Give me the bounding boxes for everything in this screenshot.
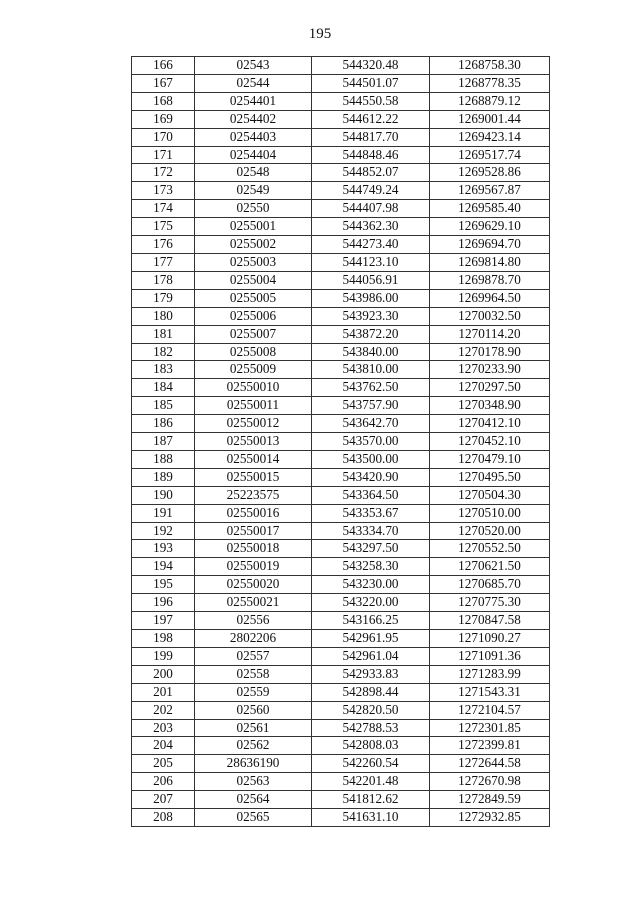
x-coordinate-cell: 544749.24: [312, 182, 430, 200]
y-coordinate-cell: 1270297.50: [430, 379, 550, 397]
y-coordinate-cell: 1270552.50: [430, 540, 550, 558]
table-row: [132, 57, 550, 75]
x-coordinate-cell: 541812.62: [312, 791, 430, 809]
table-row: [132, 522, 550, 540]
point-id-cell: 0255009: [195, 361, 312, 379]
table-row: [132, 647, 550, 665]
y-coordinate-cell: 1269528.86: [430, 164, 550, 182]
row-index-cell: 202: [132, 701, 195, 719]
point-id-cell: 02561: [195, 719, 312, 737]
x-coordinate-cell: 543923.30: [312, 307, 430, 325]
y-coordinate-cell: 1268758.30: [430, 57, 550, 75]
table-row: [132, 343, 550, 361]
point-id-cell: 0255002: [195, 236, 312, 254]
table-row: [132, 74, 550, 92]
row-index-cell: 181: [132, 325, 195, 343]
row-index-cell: 175: [132, 218, 195, 236]
x-coordinate-cell: 543500.00: [312, 450, 430, 468]
point-id-cell: 02550011: [195, 397, 312, 415]
row-index-cell: 182: [132, 343, 195, 361]
row-index-cell: 205: [132, 755, 195, 773]
table-row: [132, 110, 550, 128]
table-row: [132, 218, 550, 236]
table-row: [132, 791, 550, 809]
row-index-cell: 197: [132, 612, 195, 630]
point-id-cell: 02544: [195, 74, 312, 92]
row-index-cell: 186: [132, 415, 195, 433]
x-coordinate-cell: 543420.90: [312, 468, 430, 486]
table-row: [132, 361, 550, 379]
y-coordinate-cell: 1269814.80: [430, 253, 550, 271]
x-coordinate-cell: 544407.98: [312, 200, 430, 218]
table-row: [132, 683, 550, 701]
x-coordinate-cell: 544501.07: [312, 74, 430, 92]
x-coordinate-cell: 543762.50: [312, 379, 430, 397]
point-id-cell: 02550012: [195, 415, 312, 433]
x-coordinate-cell: 544056.91: [312, 271, 430, 289]
table-row: [132, 92, 550, 110]
row-index-cell: 191: [132, 504, 195, 522]
y-coordinate-cell: 1270621.50: [430, 558, 550, 576]
x-coordinate-cell: 542201.48: [312, 773, 430, 791]
table-row: [132, 450, 550, 468]
point-id-cell: 02550018: [195, 540, 312, 558]
x-coordinate-cell: 543570.00: [312, 433, 430, 451]
point-id-cell: 02550013: [195, 433, 312, 451]
row-index-cell: 179: [132, 289, 195, 307]
x-coordinate-cell: 544852.07: [312, 164, 430, 182]
y-coordinate-cell: 1269423.14: [430, 128, 550, 146]
x-coordinate-cell: 544817.70: [312, 128, 430, 146]
x-coordinate-cell: 542808.03: [312, 737, 430, 755]
row-index-cell: 178: [132, 271, 195, 289]
table-row: [132, 128, 550, 146]
point-id-cell: 02557: [195, 647, 312, 665]
y-coordinate-cell: 1270114.20: [430, 325, 550, 343]
row-index-cell: 172: [132, 164, 195, 182]
point-id-cell: 25223575: [195, 486, 312, 504]
x-coordinate-cell: 543220.00: [312, 594, 430, 612]
point-id-cell: 02564: [195, 791, 312, 809]
table-row: [132, 325, 550, 343]
point-id-cell: 0254403: [195, 128, 312, 146]
x-coordinate-cell: 544362.30: [312, 218, 430, 236]
row-index-cell: 173: [132, 182, 195, 200]
point-id-cell: 02556: [195, 612, 312, 630]
row-index-cell: 184: [132, 379, 195, 397]
point-id-cell: 0254402: [195, 110, 312, 128]
row-index-cell: 199: [132, 647, 195, 665]
y-coordinate-cell: 1270178.90: [430, 343, 550, 361]
y-coordinate-cell: 1270032.50: [430, 307, 550, 325]
row-index-cell: 207: [132, 791, 195, 809]
table-row: [132, 630, 550, 648]
row-index-cell: 166: [132, 57, 195, 75]
table-row: [132, 146, 550, 164]
y-coordinate-cell: 1270847.58: [430, 612, 550, 630]
row-index-cell: 189: [132, 468, 195, 486]
row-index-cell: 206: [132, 773, 195, 791]
point-id-cell: 0255008: [195, 343, 312, 361]
table-row: [132, 236, 550, 254]
row-index-cell: 168: [132, 92, 195, 110]
y-coordinate-cell: 1270233.90: [430, 361, 550, 379]
y-coordinate-cell: 1270510.00: [430, 504, 550, 522]
table-row: [132, 289, 550, 307]
row-index-cell: 195: [132, 576, 195, 594]
point-id-cell: 0254404: [195, 146, 312, 164]
row-index-cell: 170: [132, 128, 195, 146]
table-row: [132, 612, 550, 630]
x-coordinate-cell: 544123.10: [312, 253, 430, 271]
table-body: [132, 57, 550, 827]
row-index-cell: 198: [132, 630, 195, 648]
point-id-cell: 02550014: [195, 450, 312, 468]
x-coordinate-cell: 542961.95: [312, 630, 430, 648]
table-row: [132, 164, 550, 182]
x-coordinate-cell: 543166.25: [312, 612, 430, 630]
x-coordinate-cell: 541631.10: [312, 809, 430, 827]
y-coordinate-cell: 1270452.10: [430, 433, 550, 451]
y-coordinate-cell: 1270412.10: [430, 415, 550, 433]
x-coordinate-cell: 543986.00: [312, 289, 430, 307]
row-index-cell: 177: [132, 253, 195, 271]
y-coordinate-cell: 1269517.74: [430, 146, 550, 164]
table-row: [132, 558, 550, 576]
point-id-cell: 02550: [195, 200, 312, 218]
x-coordinate-cell: 543297.50: [312, 540, 430, 558]
point-id-cell: 02549: [195, 182, 312, 200]
y-coordinate-cell: 1270348.90: [430, 397, 550, 415]
row-index-cell: 194: [132, 558, 195, 576]
table-row: [132, 594, 550, 612]
table-row: [132, 486, 550, 504]
y-coordinate-cell: 1269001.44: [430, 110, 550, 128]
x-coordinate-cell: 544848.46: [312, 146, 430, 164]
point-id-cell: 2802206: [195, 630, 312, 648]
y-coordinate-cell: 1271090.27: [430, 630, 550, 648]
y-coordinate-cell: 1270504.30: [430, 486, 550, 504]
row-index-cell: 188: [132, 450, 195, 468]
x-coordinate-cell: 543230.00: [312, 576, 430, 594]
point-id-cell: 02559: [195, 683, 312, 701]
table-row: [132, 253, 550, 271]
row-index-cell: 196: [132, 594, 195, 612]
x-coordinate-cell: 542898.44: [312, 683, 430, 701]
point-id-cell: 02558: [195, 665, 312, 683]
x-coordinate-cell: 543840.00: [312, 343, 430, 361]
y-coordinate-cell: 1272399.81: [430, 737, 550, 755]
y-coordinate-cell: 1269964.50: [430, 289, 550, 307]
y-coordinate-cell: 1269567.87: [430, 182, 550, 200]
table-row: [132, 379, 550, 397]
point-id-cell: 0255001: [195, 218, 312, 236]
point-id-cell: 0255004: [195, 271, 312, 289]
y-coordinate-cell: 1269629.10: [430, 218, 550, 236]
x-coordinate-cell: 543364.50: [312, 486, 430, 504]
row-index-cell: 183: [132, 361, 195, 379]
table-row: [132, 719, 550, 737]
y-coordinate-cell: 1272644.58: [430, 755, 550, 773]
y-coordinate-cell: 1269585.40: [430, 200, 550, 218]
table-row: [132, 576, 550, 594]
point-id-cell: 02550017: [195, 522, 312, 540]
y-coordinate-cell: 1270520.00: [430, 522, 550, 540]
point-id-cell: 02563: [195, 773, 312, 791]
x-coordinate-cell: 544550.58: [312, 92, 430, 110]
coordinates-table: [131, 56, 550, 827]
table-row: [132, 540, 550, 558]
y-coordinate-cell: 1269694.70: [430, 236, 550, 254]
y-coordinate-cell: 1271091.36: [430, 647, 550, 665]
table-row: [132, 415, 550, 433]
table-row: [132, 737, 550, 755]
y-coordinate-cell: 1272849.59: [430, 791, 550, 809]
table-row: [132, 200, 550, 218]
x-coordinate-cell: 543258.30: [312, 558, 430, 576]
table-row: [132, 665, 550, 683]
x-coordinate-cell: 542933.83: [312, 665, 430, 683]
x-coordinate-cell: 543757.90: [312, 397, 430, 415]
x-coordinate-cell: 542961.04: [312, 647, 430, 665]
point-id-cell: 02548: [195, 164, 312, 182]
x-coordinate-cell: 542260.54: [312, 755, 430, 773]
y-coordinate-cell: 1272670.98: [430, 773, 550, 791]
table-row: [132, 271, 550, 289]
point-id-cell: 02565: [195, 809, 312, 827]
point-id-cell: 0255003: [195, 253, 312, 271]
row-index-cell: 169: [132, 110, 195, 128]
row-index-cell: 176: [132, 236, 195, 254]
row-index-cell: 193: [132, 540, 195, 558]
point-id-cell: 02550010: [195, 379, 312, 397]
table-row: [132, 397, 550, 415]
point-id-cell: 02550015: [195, 468, 312, 486]
y-coordinate-cell: 1270775.30: [430, 594, 550, 612]
point-id-cell: 02550019: [195, 558, 312, 576]
point-id-cell: 02550020: [195, 576, 312, 594]
point-id-cell: 02550016: [195, 504, 312, 522]
y-coordinate-cell: 1268778.35: [430, 74, 550, 92]
page-number: 195: [308, 26, 332, 42]
row-index-cell: 187: [132, 433, 195, 451]
x-coordinate-cell: 542820.50: [312, 701, 430, 719]
row-index-cell: 192: [132, 522, 195, 540]
y-coordinate-cell: 1271283.99: [430, 665, 550, 683]
point-id-cell: 02562: [195, 737, 312, 755]
table-row: [132, 701, 550, 719]
row-index-cell: 200: [132, 665, 195, 683]
y-coordinate-cell: 1272301.85: [430, 719, 550, 737]
table-row: [132, 468, 550, 486]
y-coordinate-cell: 1270479.10: [430, 450, 550, 468]
y-coordinate-cell: 1272104.57: [430, 701, 550, 719]
point-id-cell: 0254401: [195, 92, 312, 110]
table-row: [132, 504, 550, 522]
row-index-cell: 190: [132, 486, 195, 504]
x-coordinate-cell: 543872.20: [312, 325, 430, 343]
row-index-cell: 203: [132, 719, 195, 737]
table-row: [132, 307, 550, 325]
table-row: [132, 809, 550, 827]
x-coordinate-cell: 544320.48: [312, 57, 430, 75]
point-id-cell: 0255007: [195, 325, 312, 343]
x-coordinate-cell: 544612.22: [312, 110, 430, 128]
y-coordinate-cell: 1272932.85: [430, 809, 550, 827]
y-coordinate-cell: 1270495.50: [430, 468, 550, 486]
table-row: [132, 755, 550, 773]
x-coordinate-cell: 543810.00: [312, 361, 430, 379]
x-coordinate-cell: 543334.70: [312, 522, 430, 540]
x-coordinate-cell: 544273.40: [312, 236, 430, 254]
x-coordinate-cell: 543642.70: [312, 415, 430, 433]
row-index-cell: 180: [132, 307, 195, 325]
table-row: [132, 433, 550, 451]
row-index-cell: 204: [132, 737, 195, 755]
point-id-cell: 0255005: [195, 289, 312, 307]
x-coordinate-cell: 542788.53: [312, 719, 430, 737]
y-coordinate-cell: 1271543.31: [430, 683, 550, 701]
y-coordinate-cell: 1270685.70: [430, 576, 550, 594]
point-id-cell: 02560: [195, 701, 312, 719]
row-index-cell: 171: [132, 146, 195, 164]
x-coordinate-cell: 543353.67: [312, 504, 430, 522]
row-index-cell: 201: [132, 683, 195, 701]
row-index-cell: 185: [132, 397, 195, 415]
point-id-cell: 0255006: [195, 307, 312, 325]
table-row: [132, 182, 550, 200]
point-id-cell: 28636190: [195, 755, 312, 773]
y-coordinate-cell: 1268879.12: [430, 92, 550, 110]
table-row: [132, 773, 550, 791]
row-index-cell: 174: [132, 200, 195, 218]
row-index-cell: 167: [132, 74, 195, 92]
row-index-cell: 208: [132, 809, 195, 827]
point-id-cell: 02543: [195, 57, 312, 75]
point-id-cell: 02550021: [195, 594, 312, 612]
y-coordinate-cell: 1269878.70: [430, 271, 550, 289]
